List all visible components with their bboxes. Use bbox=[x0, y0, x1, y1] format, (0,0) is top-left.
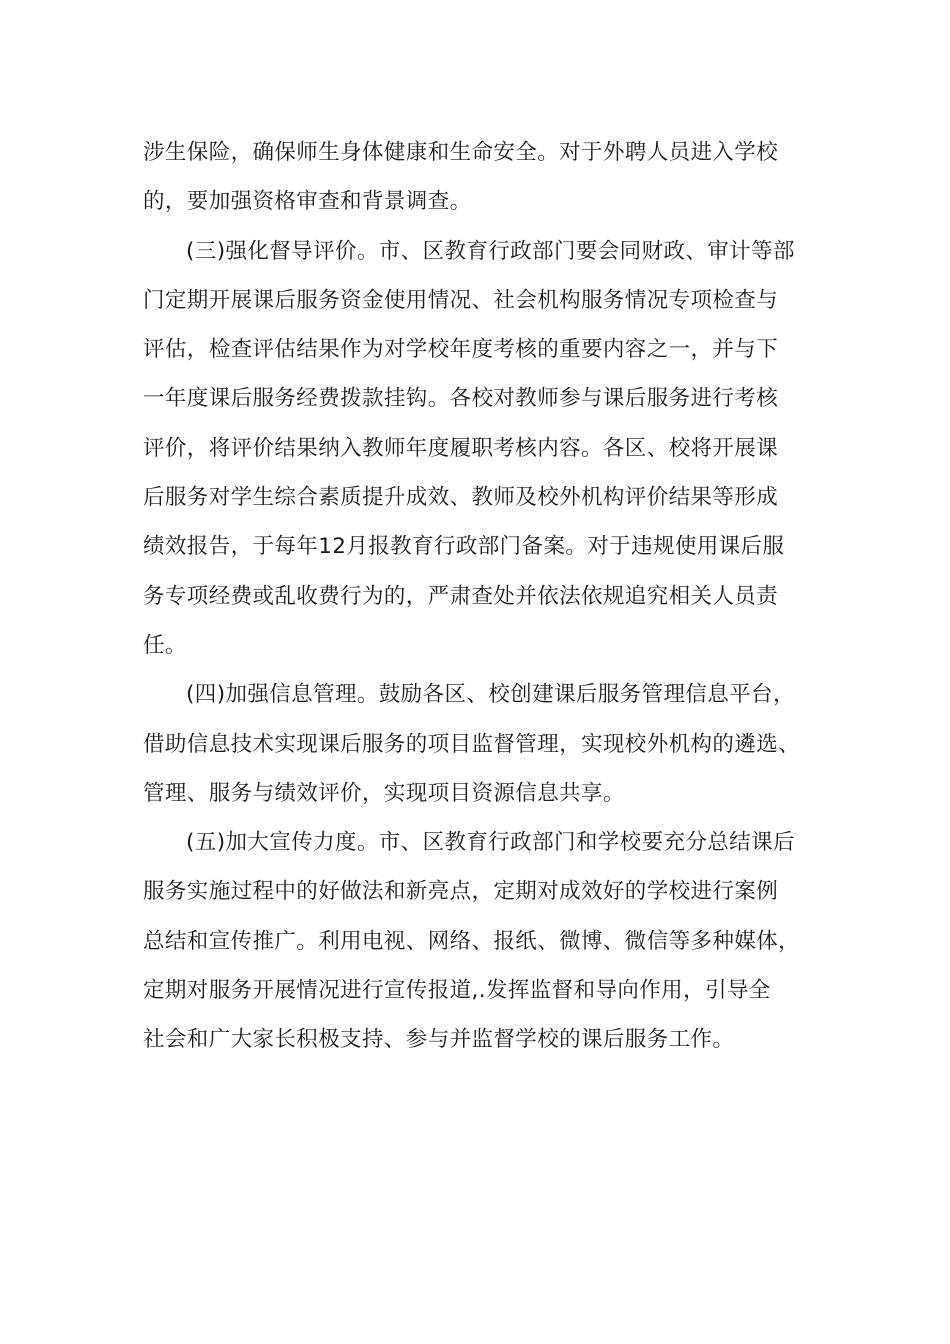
section-heading-line: (五)加大宣传力度。市、区教育行政部门和学校要充分总结课后 bbox=[186, 830, 795, 856]
text-line: 定期对服务开展情况进行宣传报道,.发挥监督和导向作用，引导全 bbox=[143, 978, 771, 1004]
text-line: 涉生保险，确保师生身体健康和生命安全。对于外聘人员进入学校 bbox=[143, 140, 779, 165]
section-heading-line: (四)加强信息管理。鼓励各区、校创建课后服务管理信息平台， bbox=[186, 682, 795, 708]
text-line: 务专项经费或乱收费行为的，严肃查处并依法依规追究相关人员责 bbox=[143, 583, 779, 609]
text-line: 服务实施过程中的好做法和新亮点，定期对成效好的学校进行案例 bbox=[143, 879, 779, 905]
text-line: 社会和广大家长积极支持、参与并监督学校的课后服务工作。 bbox=[143, 1027, 735, 1053]
text-line: 管理、服务与绩效评价，实现项目资源信息共享。 bbox=[143, 780, 625, 806]
text-line: 后服务对学生综合素质提升成效、教师及校外机构评价结果等形成 bbox=[143, 485, 779, 511]
text-line: 的，要加强资格审查和背景调查。 bbox=[143, 189, 472, 215]
document-body bbox=[143, 128, 833, 1065]
text-line: 评估，检查评估结果作为对学校年度考核的重要内容之一，并与下 bbox=[143, 337, 779, 363]
text-line: 借助信息技术实现课后服务的项目监督管理，实现校外机构的遴选、 bbox=[143, 731, 801, 757]
text-line: 任。 bbox=[143, 632, 187, 658]
text-line: 评价，将评价结果纳入教师年度履职考核内容。各区、校将开展课 bbox=[143, 435, 779, 461]
section-heading-line: (三)强化督导评价。市、区教育行政部门要会同财政、审计等部 bbox=[186, 238, 795, 264]
text-line: 一年度课后服务经费拨款挂钩。各校对教师参与课后服务进行考核 bbox=[143, 386, 779, 412]
text-line: 绩效报告，于每年12月报教育行政部门备案。对于违规使用课后服 bbox=[143, 534, 785, 560]
text-line: 总结和宣传推广。利用电视、网络、报纸、微博、微信等多种媒体， bbox=[143, 928, 801, 954]
text-line: 门定期开展课后服务资金使用情况、社会机构服务情况专项检查与 bbox=[143, 287, 779, 313]
